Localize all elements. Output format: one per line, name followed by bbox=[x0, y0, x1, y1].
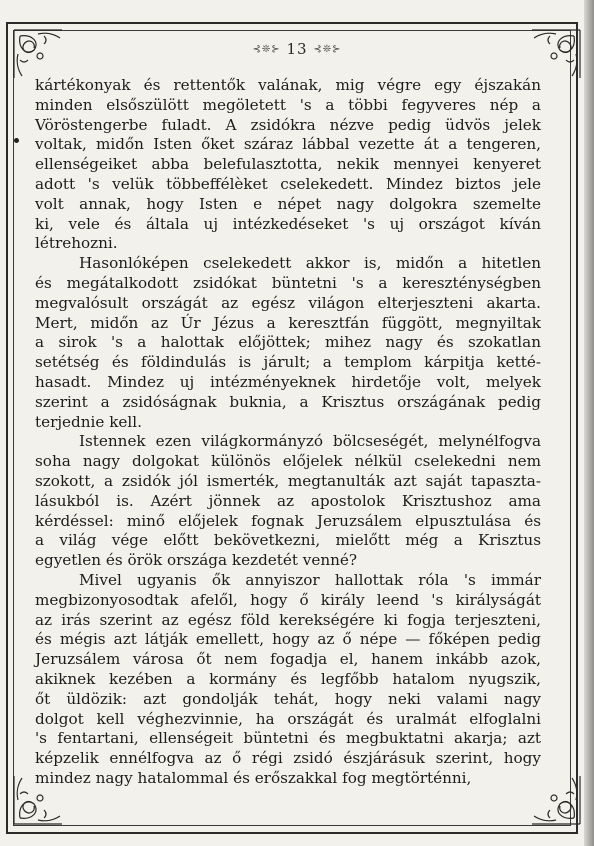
text-line: és mégis azt látják emellett, hogy az ő népe — főképen pedig bbox=[35, 630, 541, 649]
text-line: Mert, midőn az Úr Jézus a keresztfán függött, megnyiltak bbox=[35, 313, 541, 332]
margin-dot-mark bbox=[14, 138, 19, 143]
text-line: ki, vele és általa uj intézkedéseket 's uj országot kíván bbox=[35, 214, 541, 233]
left-fleuron-icon: ⊰❊⊱ bbox=[252, 44, 281, 55]
text-line: Istennek ezen világkormányzó bölcseségét, melynélfogva bbox=[79, 432, 541, 451]
text-line: őt üldözik: azt gondolják tehát, hogy neki valami nagy bbox=[35, 689, 541, 708]
text-line: szokott, a zsidók jól ismerték, megtanulták azt saját tapaszta- bbox=[35, 471, 541, 490]
text-line: setétség és földindulás is járult; a templom kárpitja ketté- bbox=[35, 353, 541, 372]
text-line: ellenségeiket abba belefulasztotta, nekik mennyei kenyeret bbox=[35, 155, 541, 174]
paragraph bbox=[35, 76, 541, 254]
text-line: soha nagy dolgokat különös előjelek nélkül cselekedni nem bbox=[35, 452, 541, 471]
text-line: az irás szerint az egész föld kerekségére ki fogja terjeszteni, bbox=[35, 610, 541, 629]
text-line: hasadt. Mindez uj intézményeknek hirdetője volt, melyek bbox=[35, 372, 541, 391]
book-spine-shadow bbox=[584, 0, 594, 846]
text-line: dolgot kell véghezvinnie, ha országát és uralmát elfoglalni bbox=[35, 709, 541, 728]
page-number-header bbox=[0, 40, 594, 58]
paragraph bbox=[35, 571, 541, 789]
text-line: volt annak, hogy Isten e népet nagy dolgokra szemelte bbox=[35, 194, 541, 213]
text-line: Vöröstengerbe fuladt. A zsidókra nézve pedig üdvös jelek bbox=[35, 115, 541, 134]
text-line: lásukból is. Azért jönnek az apostolok Krisztushoz ama bbox=[35, 491, 541, 510]
text-line: a világ vége előtt bekövetkezni, mielőtt még a Krisztus bbox=[35, 531, 541, 550]
text-line: képzelik ennélfogva az ő régi zsidó észjárásuk szerint, hogy bbox=[35, 749, 541, 768]
right-fleuron-icon: ⊰❊⊱ bbox=[313, 44, 342, 55]
text-line: akiknek kezében a kormány és legfőbb hatalom nyugszik, bbox=[35, 669, 541, 688]
text-line: Jeruzsálem városa őt nem fogadja el, hanem inkább azok, bbox=[35, 650, 541, 669]
paragraph bbox=[35, 432, 541, 571]
text-line: 's fentartani, ellenségeit büntetni és megbuktatni akarja; azt bbox=[35, 729, 541, 748]
text-line: voltak, midőn Isten őket száraz lábbal vezette át a tengeren, bbox=[35, 135, 541, 154]
text-line: és megátalkodott zsidókat büntetni 's a kereszténységben bbox=[35, 273, 541, 292]
text-line: a sirok 's a halottak előjöttek; mihez nagy és szokatlan bbox=[35, 333, 541, 352]
paragraph bbox=[35, 254, 541, 432]
text-line: minden elsőszülött megöletett 's a többi fegyveres nép a bbox=[35, 95, 541, 114]
text-line: egyetlen és örök országa kezdetét venné? bbox=[35, 551, 358, 570]
text-line: terjednie kell. bbox=[35, 412, 142, 431]
text-line: megbizonyosodtak afelől, hogy ő király leend 's királyságát bbox=[35, 590, 541, 609]
text-line: megvalósult országát az egész világon elterjeszteni akarta. bbox=[35, 293, 541, 312]
text-line: adott 's velük többeffélèket cselekedett. Mindez biztos jele bbox=[35, 174, 541, 193]
text-line: kérdéssel: minő előjelek fognak Jeruzsálem elpusztulása és bbox=[35, 511, 541, 530]
page-body-text bbox=[35, 76, 541, 789]
text-line: szerint a zsidóságnak buknia, a Krisztus országának pedig bbox=[35, 392, 541, 411]
text-line: kártékonyak és rettentők valának, mig végre egy éjszakán bbox=[35, 76, 541, 94]
text-line: Hasonlóképen cselekedett akkor is, midőn a hitetlen bbox=[79, 254, 541, 273]
page-number: 13 bbox=[286, 40, 308, 58]
text-line: létrehozni. bbox=[35, 234, 118, 253]
text-line: Mivel ugyanis ők annyiszor hallottak róla 's immár bbox=[79, 570, 541, 589]
text-line: mindez nagy hatalommal és erőszakkal fog megtörténni, bbox=[35, 768, 472, 787]
